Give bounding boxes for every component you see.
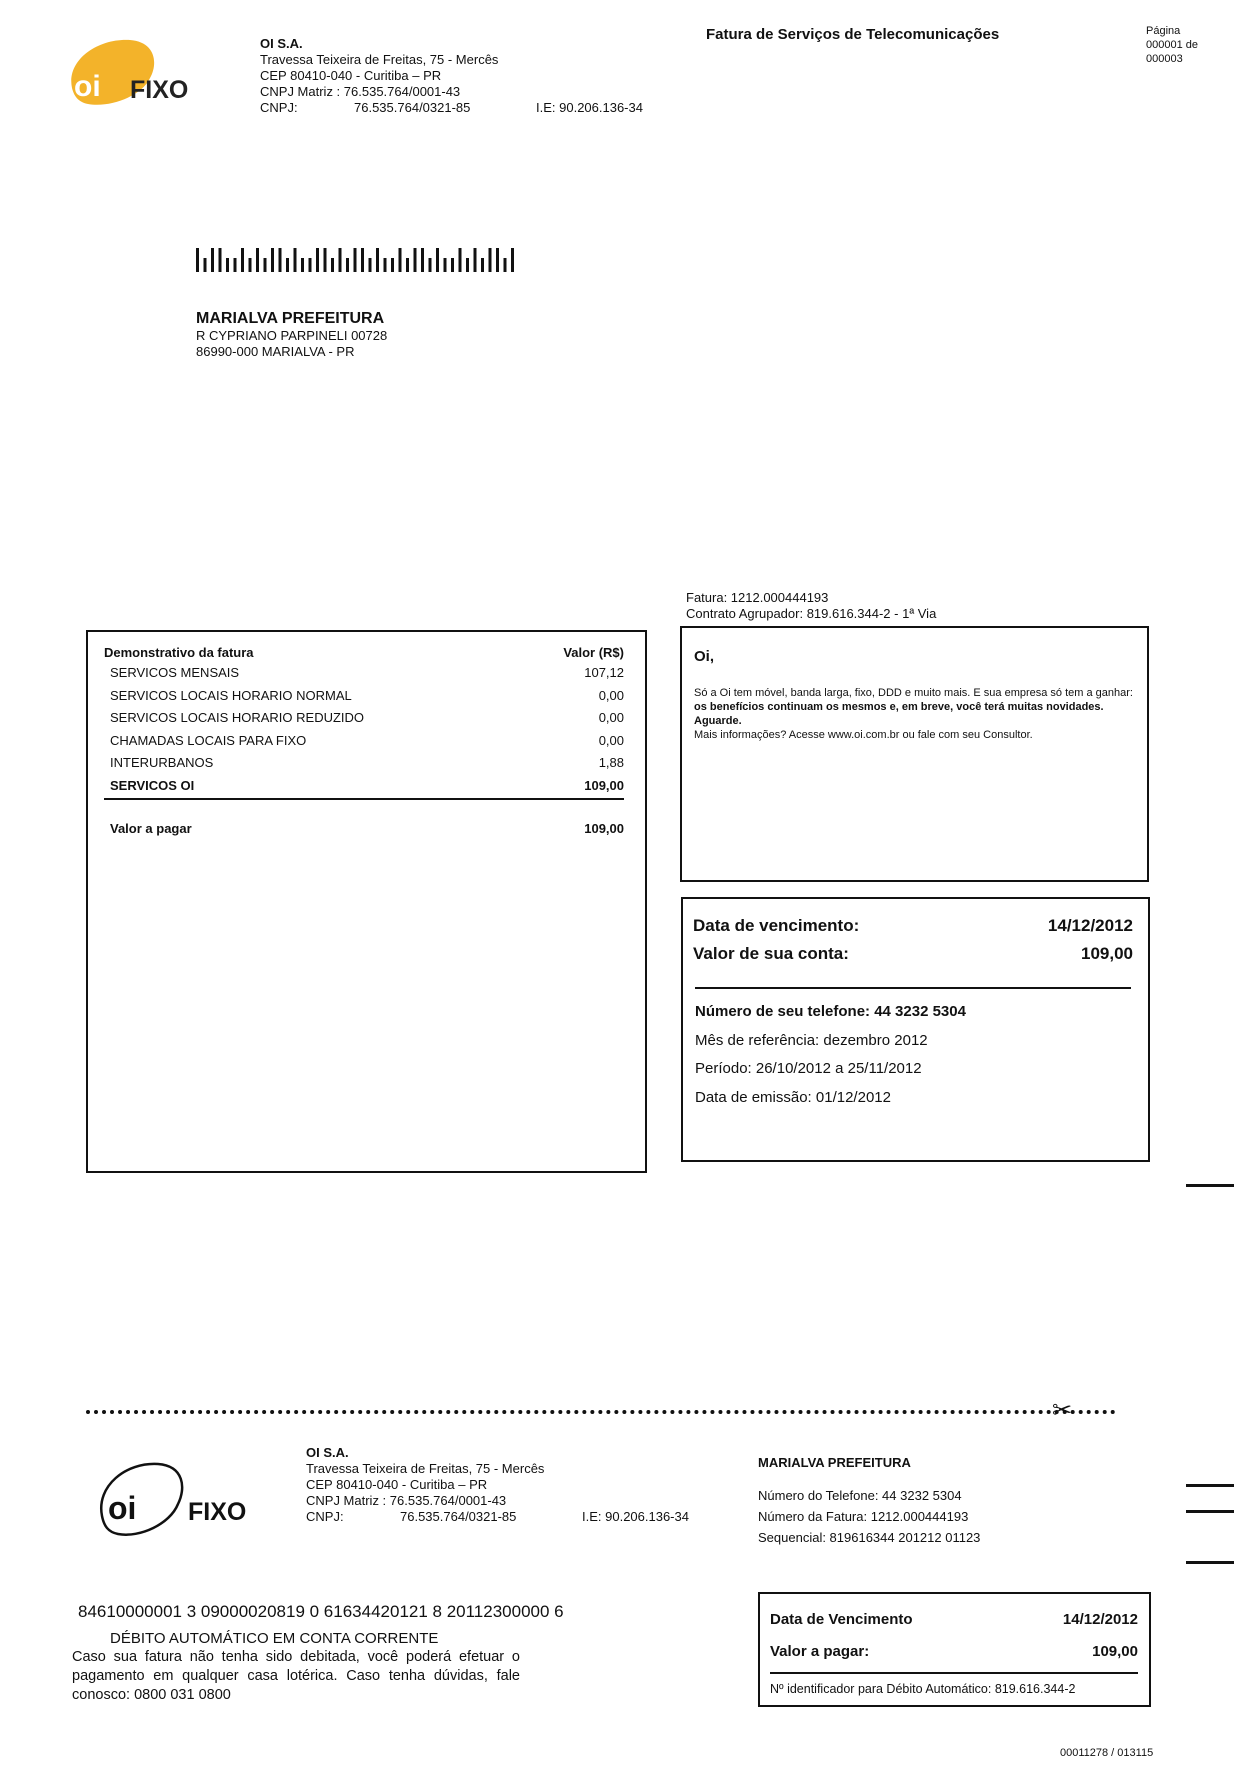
barcode-bar: [219, 248, 222, 272]
barcode-bar: [234, 258, 237, 272]
statement-total-label: Valor a pagar: [110, 821, 192, 836]
stub-address1: Travessa Teixeira de Freitas, 75 - Mercês: [306, 1461, 545, 1476]
margin-mark: [1186, 1184, 1234, 1187]
statement-row: [104, 710, 624, 733]
barcode-bar: [354, 248, 357, 272]
barcode-bar: [429, 258, 432, 272]
barcode-bar: [459, 248, 462, 272]
message-greeting: Oi,: [694, 648, 715, 665]
stub-debit-id: Nº identificador para Débito Automático: 819.616.344-2: [770, 1682, 1076, 1696]
statement-title: Demonstrativo da fatura: [104, 645, 254, 660]
barcode-bar: [309, 258, 312, 272]
oi-logo-stub: [92, 1456, 262, 1542]
barcode-bar: [489, 248, 492, 272]
stub-payment-box: [758, 1592, 1151, 1707]
company-ie: I.E: 90.206.136-34: [536, 100, 643, 115]
stub-company-block: [306, 1445, 726, 1525]
statement-box: [86, 630, 647, 1173]
statement-row: [104, 665, 624, 688]
barcode-bar: [339, 248, 342, 272]
barcode-bar: [286, 258, 289, 272]
barcode-bar: [226, 258, 229, 272]
barcode-bar: [211, 248, 214, 272]
statement-total-value: 109,00: [584, 821, 624, 836]
stub-company-name: OI S.A.: [306, 1445, 349, 1460]
barcode-bar: [361, 248, 364, 272]
barcode-bar: [474, 248, 477, 272]
document-title: Fatura de Serviços de Telecomunicações: [706, 26, 1000, 43]
postal-barcode: [196, 248, 526, 272]
barcode-bar: [406, 258, 409, 272]
statement-row-label: SERVICOS LOCAIS HORARIO NORMAL: [110, 687, 352, 703]
barcode-bar: [444, 258, 447, 272]
page-label: Página: [1146, 25, 1181, 37]
summary-due-label: Data de vencimento:: [693, 916, 860, 935]
statement-value-header: Valor (R$): [563, 645, 624, 660]
barcode-bar: [301, 258, 304, 272]
barcode-bar: [421, 248, 424, 272]
statement-items: [104, 665, 624, 778]
company-cnpj-matriz: CNPJ Matriz : 76.535.764/0001-43: [260, 84, 461, 99]
barcode-bar: [331, 258, 334, 272]
summary-issue-date: Data de emissão: 01/12/2012: [695, 1088, 891, 1106]
page-indicator: [1146, 24, 1198, 66]
footer-code: 00011278 / 013115: [1060, 1747, 1154, 1759]
barcode-bar: [256, 248, 259, 272]
message-text-b: os benefícios continuam os mesmos e, em breve, você terá muitas novidades. Aguarde.: [694, 701, 1104, 727]
stub-sequence: Sequencial: 819616344 201212 01123: [758, 1530, 981, 1545]
page-total: 000003: [1146, 53, 1183, 65]
oi-logo-top: [58, 30, 208, 110]
margin-mark: [1186, 1510, 1234, 1513]
barcode-bar: [316, 248, 319, 272]
summary-box: [681, 897, 1150, 1162]
page-current: 000001 de: [1146, 39, 1198, 51]
statement-row-label: CHAMADAS LOCAIS PARA FIXO: [110, 732, 307, 748]
barcode-bar: [264, 258, 267, 272]
stub-divider: [770, 1672, 1138, 1674]
statement-row-value: 107,12: [584, 665, 624, 680]
barcode-bar: [249, 258, 252, 272]
statement-row-label: SERVICOS MENSAIS: [110, 665, 240, 680]
oi-stub-brand-text: oi: [108, 1490, 137, 1526]
summary-amount-value: 109,00: [1081, 944, 1133, 963]
stub-cnpj-label: CNPJ:: [306, 1509, 344, 1524]
recipient-block: [196, 310, 387, 360]
barcode-bar: [294, 248, 297, 272]
recipient-name: MARIALVA PREFEITURA: [196, 310, 385, 327]
payment-barcode-number: 84610000001 3 09000020819 0 61634420121 8 20112300000 6: [78, 1602, 564, 1621]
margin-mark: [1186, 1484, 1234, 1487]
statement-subtotal-value: 109,00: [584, 777, 624, 793]
barcode-bar: [399, 248, 402, 272]
message-box: [680, 626, 1149, 882]
stub-amount-value: 109,00: [1092, 1643, 1138, 1660]
stub-amount-label: Valor a pagar:: [770, 1643, 870, 1660]
barcode-bar: [346, 258, 349, 272]
barcode-bar: [451, 258, 454, 272]
statement-row: [104, 733, 624, 756]
barcode-bar: [496, 248, 499, 272]
recipient-street: R CYPRIANO PARPINELI 00728: [196, 328, 388, 343]
statement-row: [104, 688, 624, 711]
barcode-bar: [369, 258, 372, 272]
message-text-c: Mais informações? Acesse www.oi.com.br ou fale com seu Consultor.: [694, 729, 1033, 741]
statement-row-label: INTERURBANOS: [110, 755, 214, 770]
company-address2: CEP 80410-040 - Curitiba – PR: [260, 68, 442, 83]
stub-address2: CEP 80410-040 - Curitiba – PR: [306, 1477, 488, 1492]
barcode-bar: [376, 248, 379, 272]
invoice-reference: [686, 590, 936, 622]
summary-ref-month: Mês de referência: dezembro 2012: [695, 1031, 928, 1049]
summary-phone: Número de seu telefone: 44 3232 5304: [695, 1003, 966, 1020]
statement-row-value: 0,00: [598, 687, 624, 703]
barcode-bar: [271, 248, 274, 272]
oi-logo-outline-icon: [92, 1456, 192, 1542]
barcode-bar: [414, 248, 417, 272]
stub-customer-name: MARIALVA PREFEITURA: [758, 1455, 911, 1470]
company-cnpj-value: 76.535.764/0321-85: [354, 100, 471, 115]
company-cnpj-label: CNPJ:: [260, 100, 298, 115]
company-block: [260, 36, 680, 116]
debit-text: Caso sua fatura não tenha sido debitada, você poderá efetuar o pagamento em qualquer casa lotérica. Caso tenha dúvidas, fale conosco: 0800 031 0800: [72, 1649, 520, 1703]
message-text-a: Só a Oi tem móvel, banda larga, fixo, DDD e muito mais. E sua empresa só tem a ganhar:: [694, 687, 1133, 699]
barcode-bar: [391, 258, 394, 272]
statement-row-value: 1,88: [598, 755, 624, 770]
barcode-bar: [384, 258, 387, 272]
scissors-icon: ✂: [1052, 1397, 1073, 1424]
company-name: OI S.A.: [260, 36, 303, 51]
company-address1: Travessa Teixeira de Freitas, 75 - Mercês: [260, 52, 499, 67]
stub-invoice: Número da Fatura: 1212.000444193: [758, 1509, 969, 1524]
debit-title: DÉBITO AUTOMÁTICO EM CONTA CORRENTE: [110, 1630, 439, 1647]
barcode-bar: [204, 258, 207, 272]
fixo-brand-text: FIXO: [130, 76, 189, 104]
barcode-bar: [511, 248, 514, 272]
barcode-bar: [196, 248, 199, 272]
summary-divider: [695, 987, 1131, 989]
statement-row-label: SERVICOS LOCAIS HORARIO REDUZIDO: [110, 710, 365, 725]
statement-subtotal-label: SERVICOS OI: [110, 777, 195, 793]
barcode-bar: [436, 248, 439, 272]
fixo-stub-brand-text: FIXO: [188, 1498, 247, 1526]
statement-divider: [104, 798, 624, 800]
summary-amount-label: Valor de sua conta:: [693, 944, 849, 963]
recipient-city: 86990-000 MARIALVA - PR: [196, 344, 355, 359]
stub-ie: I.E: 90.206.136-34: [582, 1509, 689, 1524]
barcode-bar: [481, 258, 484, 272]
barcode-bar: [279, 248, 282, 272]
margin-mark: [1186, 1561, 1234, 1564]
barcode-bar: [466, 258, 469, 272]
stub-customer-block: [758, 1452, 980, 1548]
summary-due-value: 14/12/2012: [1047, 916, 1133, 935]
statement-row-value: 0,00: [598, 732, 624, 748]
stub-phone: Número do Telefone: 44 3232 5304: [758, 1488, 962, 1503]
oi-brand-text: oi: [74, 70, 101, 103]
stub-cnpj-value: 76.535.764/0321-85: [400, 1509, 517, 1524]
stub-due-label: Data de Vencimento: [770, 1611, 913, 1628]
cut-line: [86, 1410, 1116, 1414]
invoice-number: Fatura: 1212.000444193: [686, 590, 829, 605]
summary-period: Período: 26/10/2012 a 25/11/2012: [695, 1060, 922, 1077]
barcode-bar: [324, 248, 327, 272]
statement-row: [104, 755, 624, 778]
barcode-bar: [241, 248, 244, 272]
stub-cnpj-matriz: CNPJ Matriz : 76.535.764/0001-43: [306, 1493, 507, 1508]
statement-row-value: 0,00: [598, 710, 624, 725]
contract-number: Contrato Agrupador: 819.616.344-2 - 1ª Via: [686, 606, 937, 621]
stub-due-value: 14/12/2012: [1062, 1611, 1138, 1628]
barcode-bar: [504, 258, 507, 272]
